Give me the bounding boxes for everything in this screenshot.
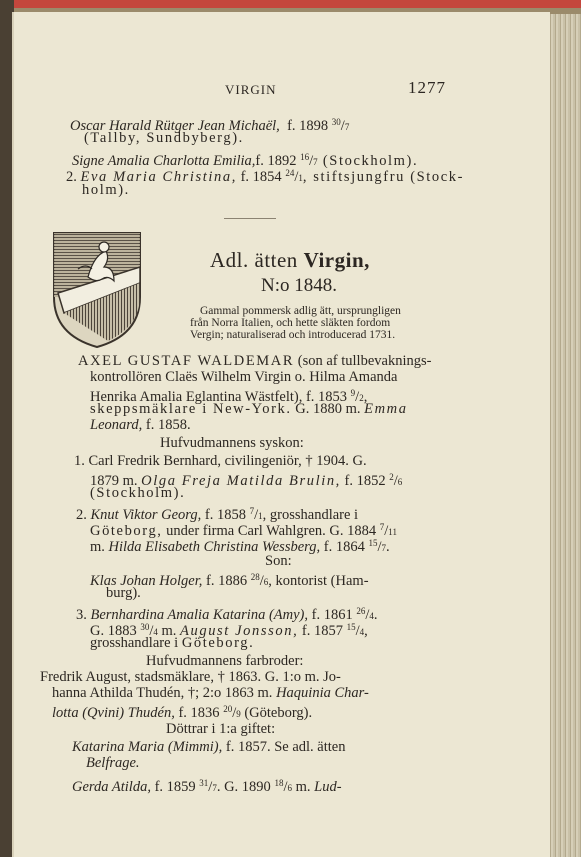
body-line: Henrika Amalia Eglantina Wästfelt), f. 1853 $^9$/2,: [90, 388, 368, 405]
body-line: 1. Carl Fredrik Bernhard, civilingeniör, † 1904. G.: [74, 453, 367, 469]
body-line: AXEL GUSTAF WALDEMAR (son af tullbevaknings-: [78, 353, 432, 369]
body-line: Leonard, f. 1858.: [90, 417, 191, 433]
running-title: VIRGIN: [225, 82, 277, 97]
body-line: (Stockholm).: [90, 485, 186, 501]
entry-line: Signe Amalia Charlotta Emilia,f. 1892 $^{16}$/7 (Stockholm).: [72, 152, 419, 169]
page-number: 1277: [408, 78, 446, 97]
entry-line: (Tallby, Sundbyberg).: [84, 130, 244, 146]
body-line: Katarina Maria (Mimmi), f. 1857. Se adl. ätten: [72, 739, 346, 755]
body-line: 1879 m. Olga Freja Matilda Brulin, f. 1852 $^2$/6: [90, 472, 403, 489]
subheading: Döttrar i 1:a giftet:: [166, 721, 276, 737]
body-line: Klas Johan Holger, f. 1886 $^{28}$/6, kontorist (Ham-: [90, 572, 369, 589]
intro-line: Vergin; naturaliserad och introducerad 1731.: [190, 329, 396, 341]
subheading: Hufvudmannens farbroder:: [146, 653, 304, 669]
section-divider: [224, 218, 276, 219]
body-line: grosshandlare i Göteborg.: [90, 635, 255, 651]
body-line: lotta (Qvini) Thudén, f. 1836 $^{20}$/9 (Göteborg).: [52, 704, 313, 721]
entry-line: 2. Eva Maria Christina, f. 1854 $^{24}$/1, stiftsjungfru (Stock-: [66, 168, 465, 185]
intro-line: från Norra Italien, och hette släkten fordom: [190, 317, 391, 329]
body-line: hanna Athilda Thudén, †; 2:o 1863 m. Haquinia Char-: [52, 685, 369, 701]
body-line: m. Hilda Elisabeth Christina Wessberg, f. 1864 $^{15}$/7.: [90, 538, 390, 555]
body-line: skeppsmäklare i New-York. G. 1880 m. Emma: [90, 401, 408, 417]
family-number: N:o 1848.: [261, 275, 337, 296]
body-line: kontrollören Claës Wilhelm Virgin o. Hilma Amanda: [90, 369, 398, 385]
body-line: Göteborg, under firma Carl Wahlgren. G. 1884 $^7$/11: [90, 522, 397, 539]
subheading: Hufvudmannens syskon:: [160, 435, 304, 451]
entry-line: holm).: [82, 182, 130, 198]
body-line: Fredrik August, stadsmäklare, † 1863. G. 1:o m. Jo-: [40, 669, 341, 685]
body-line: G. 1883 $^{30}$/4 m. August Jonsson, f. 1857 $^{15}$/4,: [90, 622, 368, 639]
body-line: 3. Bernhardina Amalia Katarina (Amy), f. 1861 $^{26}$/4.: [76, 606, 378, 623]
body-line: burg).: [106, 585, 141, 601]
body-line: Gerda Atilda, f. 1859 $^{31}$/7. G. 1890 $^{18}$/6 m. Lud-: [72, 778, 342, 795]
family-heading: Adl. ätten Virgin,: [210, 248, 370, 272]
page: [12, 12, 550, 857]
entry-line: Oscar Harald Rütger Jean Michaël, f. 1898 $^{30}$/7: [70, 117, 350, 134]
body-line: Belfrage.: [86, 755, 140, 771]
intro-line: Gammal pommersk adlig ätt, ursprungligen: [200, 305, 401, 317]
body-line: 2. Knut Viktor Georg, f. 1858 $^7$/1, grosshandlare i: [76, 506, 359, 523]
subheading: Son:: [265, 553, 292, 569]
coat-of-arms-icon: [48, 227, 146, 349]
running-header: [14, 78, 550, 106]
